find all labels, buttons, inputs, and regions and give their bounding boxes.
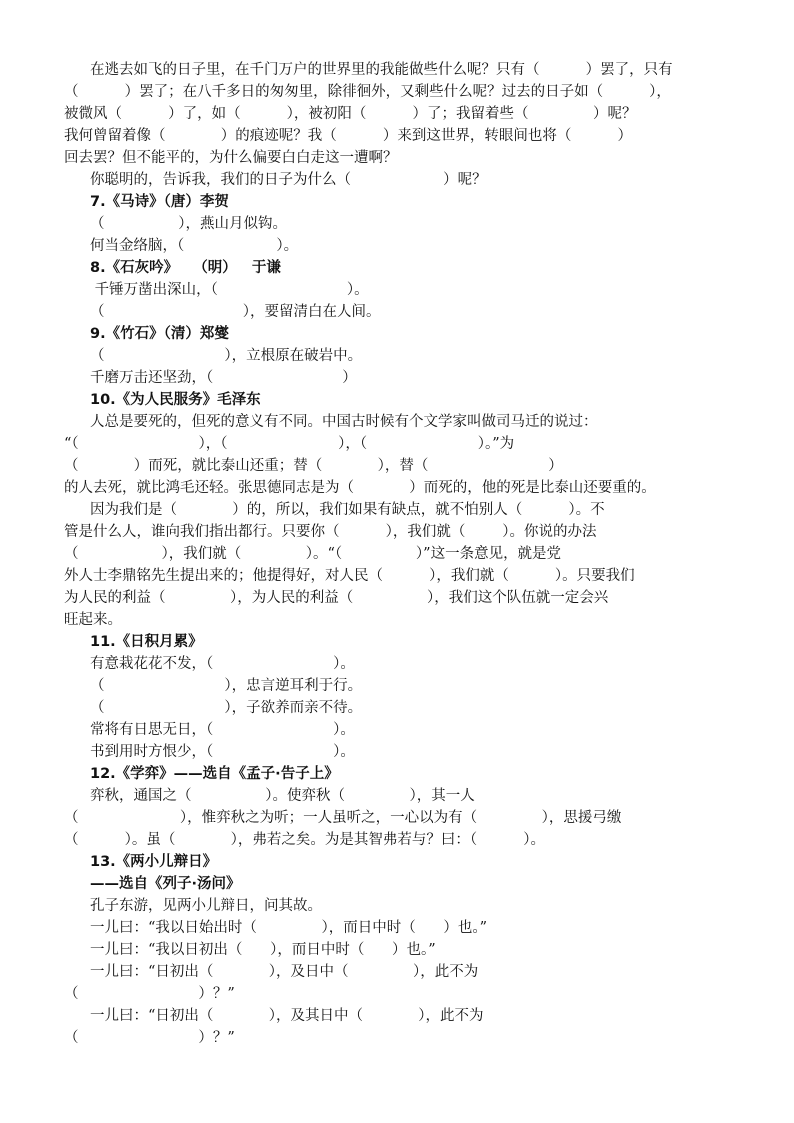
text-line: 我何曾留着像（ ）的痕迹呢？我（ ）来到这世界，转眼间也将（ ） bbox=[64, 128, 632, 144]
text-line: 在逃去如飞的日子里，在千门万户的世界里的我能做些什么呢？只有（ ）罢了，只有 bbox=[90, 62, 673, 78]
text-line: 外人士李鼎铭先生提出来的；他提得好，对人民（ ），我们就（ ）。只要我们 bbox=[64, 568, 635, 584]
poem-line: （ ），燕山月似钩。 bbox=[90, 216, 287, 232]
text-line: （ ）？” bbox=[64, 986, 235, 1002]
text-line: 管是什么人，谁向我们指出都行。只要你（ ），我们就（ ）。你说的办法 bbox=[64, 524, 597, 540]
proverb-line: （ ），忠言逆耳利于行。 bbox=[90, 678, 363, 694]
text-line: 弈秋，通国之（ ）。使弈秋（ ），其一人 bbox=[90, 788, 475, 804]
text-line: 旺起来。 bbox=[64, 612, 122, 628]
text-line: （ ），我们就（ ）。“（ ）”这一条意见，就是党 bbox=[64, 546, 562, 562]
section-heading: 12.《学弈》——选自《孟子·告子上》 bbox=[90, 766, 339, 782]
text-line: 一儿曰：“日初出（ ），及其日中（ ），此不为 bbox=[90, 1008, 484, 1024]
text-line: （ ）。虽（ ），弗若之矣。为是其智弗若与？曰：（ ）。 bbox=[64, 832, 545, 848]
proverb-line: 书到用时方恨少，（ ）。 bbox=[90, 744, 355, 760]
text-line: 人总是要死的，但死的意义有不同。中国古时候有个文学家叫做司马迁的说过： bbox=[90, 414, 598, 430]
poem-line: （ ），立根原在破岩中。 bbox=[90, 348, 363, 364]
text-line: 一儿曰：“我以日初出（ ），而日中时（ ）也。” bbox=[90, 942, 436, 958]
proverb-line: 常将有日思无日，（ ）。 bbox=[90, 722, 355, 738]
section-subheading: ——选自《列子·汤问》 bbox=[90, 876, 241, 892]
section-heading: 13.《两小儿辩日》 bbox=[90, 854, 218, 870]
section-heading: 7.《马诗》（唐）李贺 bbox=[90, 194, 229, 210]
text-line: 回去罢？但不能平的，为什么偏要白白走这一遭啊？ bbox=[64, 150, 398, 166]
poem-line: 千锤万凿出深山，（ ）。 bbox=[90, 282, 369, 298]
text-line: （ ）罢了；在八千多日的匆匆里，除徘徊外，又剩些什么呢？过去的日子如（ ）， bbox=[64, 84, 671, 100]
text-line: （ ）而死，就比泰山还重；替（ ），替（ ） bbox=[64, 458, 563, 474]
section-heading: 11.《日积月累》 bbox=[90, 634, 203, 650]
section-heading: 10.《为人民服务》毛泽东 bbox=[90, 392, 261, 408]
proverb-line: （ ），子欲养而亲不待。 bbox=[90, 700, 363, 716]
proverb-line: 有意栽花花不发，（ ）。 bbox=[90, 656, 355, 672]
poem-line: 何当金络脑，（ ）。 bbox=[90, 238, 299, 254]
poem-line: （ ），要留清白在人间。 bbox=[90, 304, 381, 320]
text-line: 一儿曰：“日初出（ ），及日中（ ），此不为 bbox=[90, 964, 479, 980]
text-line: 的人去死，就比鸿毛还轻。张思德同志是为（ ）而死的，他的死是比泰山还要重的。 bbox=[64, 480, 656, 496]
section-heading: 9.《竹石》（清）郑燮 bbox=[90, 326, 229, 342]
text-line: 你聪明的，告诉我，我们的日子为什么（ ）呢？ bbox=[90, 172, 487, 188]
text-line: 一儿曰：“我以日始出时（ ），而日中时（ ）也。” bbox=[90, 920, 488, 936]
text-line: （ ）？” bbox=[64, 1030, 235, 1046]
text-line: （ ），惟弈秋之为听；一人虽听之，一心以为有（ ），思援弓缴 bbox=[64, 810, 622, 826]
text-line: 被微风（ ）了，如（ ），被初阳（ ）了；我留着些（ ）呢？ bbox=[64, 106, 637, 122]
text-line: 因为我们是（ ）的，所以，我们如果有缺点，就不怕别人（ ）。不 bbox=[90, 502, 605, 518]
section-heading: 8.《石灰吟》 （明） 于谦 bbox=[90, 260, 281, 276]
text-line: 为人民的利益（ ），为人民的利益（ ），我们这个队伍就一定会兴 bbox=[64, 590, 609, 606]
poem-line: 千磨万击还坚劲，（ ） bbox=[90, 370, 357, 386]
text-line: “（ ），（ ），（ ）。”为 bbox=[64, 436, 515, 452]
text-line: 孔子东游，见两小儿辩日，问其故。 bbox=[90, 898, 322, 914]
